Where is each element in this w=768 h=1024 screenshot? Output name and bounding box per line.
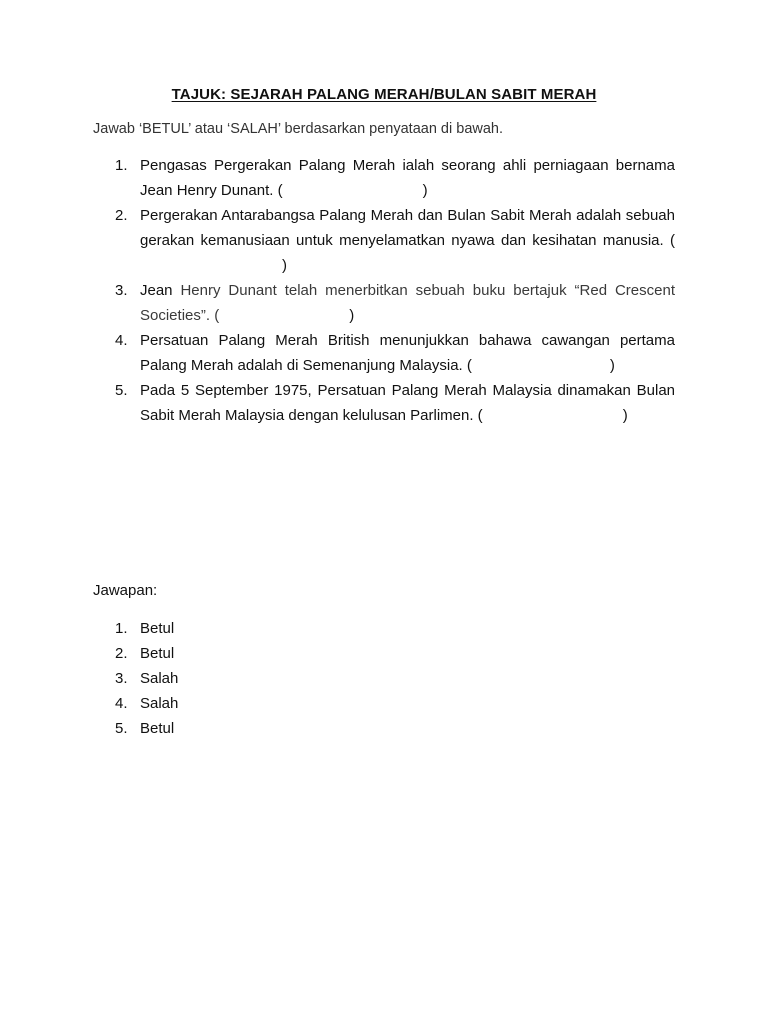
question-text bbox=[140, 278, 675, 328]
answer-list bbox=[93, 616, 178, 741]
question-text bbox=[140, 328, 675, 378]
question-statement: Pengasas Pergerakan Palang Merah ialah seorang ahli perniagaan bernama Jean Henry Dunant. ( bbox=[140, 157, 675, 199]
question-number: 2. bbox=[115, 207, 128, 224]
question-item-2 bbox=[93, 203, 675, 278]
answer-item-2 bbox=[93, 641, 178, 666]
answer-item-4 bbox=[93, 691, 178, 716]
question-number: 5. bbox=[115, 382, 128, 399]
question-number: 4. bbox=[115, 332, 128, 349]
question-statement: Persatuan Palang Merah British menunjukkan bahawa cawangan pertama Palang Merah adalah di Semenanjung Malaysia. ( bbox=[140, 332, 675, 374]
answer-number: 5. bbox=[115, 720, 128, 737]
blank-close-paren: ) bbox=[282, 257, 287, 274]
blank-close-paren: ) bbox=[422, 182, 428, 199]
question-number: 3. bbox=[115, 282, 128, 299]
answer-item-5 bbox=[93, 716, 178, 741]
question-statement: Pada 5 September 1975, Persatuan Palang Merah Malaysia dinamakan Bulan Sabit Merah Malaysia dengan kelulusan Parlimen. ( bbox=[140, 382, 675, 424]
answer-item-3 bbox=[93, 666, 178, 691]
question-item-5 bbox=[93, 378, 675, 428]
blank-close-paren: ) bbox=[622, 407, 628, 424]
question-item-1 bbox=[93, 153, 675, 203]
answer-item-1 bbox=[93, 616, 178, 641]
worksheet-title-text: TAJUK: SEJARAH PALANG MERAH/BULAN SABIT MERAH bbox=[171, 86, 597, 103]
answer-number: 4. bbox=[115, 695, 128, 712]
answer-value: Betul bbox=[140, 620, 175, 637]
blank-close-paren: ) bbox=[349, 307, 355, 324]
question-statement-prefix: Jean bbox=[140, 282, 181, 299]
instruction-text: Jawab ‘BETUL’ atau ‘SALAH’ berdasarkan penyataan di bawah. bbox=[93, 121, 504, 137]
question-number: 1. bbox=[115, 157, 128, 174]
answer-number: 3. bbox=[115, 670, 128, 687]
question-list bbox=[93, 153, 675, 428]
answer-value: Salah bbox=[140, 670, 179, 687]
answer-number: 1. bbox=[115, 620, 128, 637]
question-text bbox=[140, 153, 675, 203]
answer-value: Salah bbox=[140, 695, 179, 712]
answer-value: Betul bbox=[140, 645, 175, 662]
question-item-3 bbox=[93, 278, 675, 328]
question-item-4 bbox=[93, 328, 675, 378]
answer-value: Betul bbox=[140, 720, 175, 737]
question-text bbox=[140, 203, 675, 278]
blank-close-paren: ) bbox=[609, 357, 615, 374]
question-text bbox=[140, 378, 675, 428]
answers-heading: Jawapan: bbox=[93, 582, 158, 599]
worksheet-title bbox=[0, 86, 768, 103]
answer-number: 2. bbox=[115, 645, 128, 662]
question-statement: Pergerakan Antarabangsa Palang Merah dan Bulan Sabit Merah adalah sebuah gerakan kemanusiaan untuk menyelamatkan nyawa dan kesihatan manusia. ( bbox=[140, 207, 675, 249]
question-statement: Henry Dunant telah menerbitkan sebuah buku bertajuk “Red Crescent Societies”. ( bbox=[140, 282, 675, 324]
